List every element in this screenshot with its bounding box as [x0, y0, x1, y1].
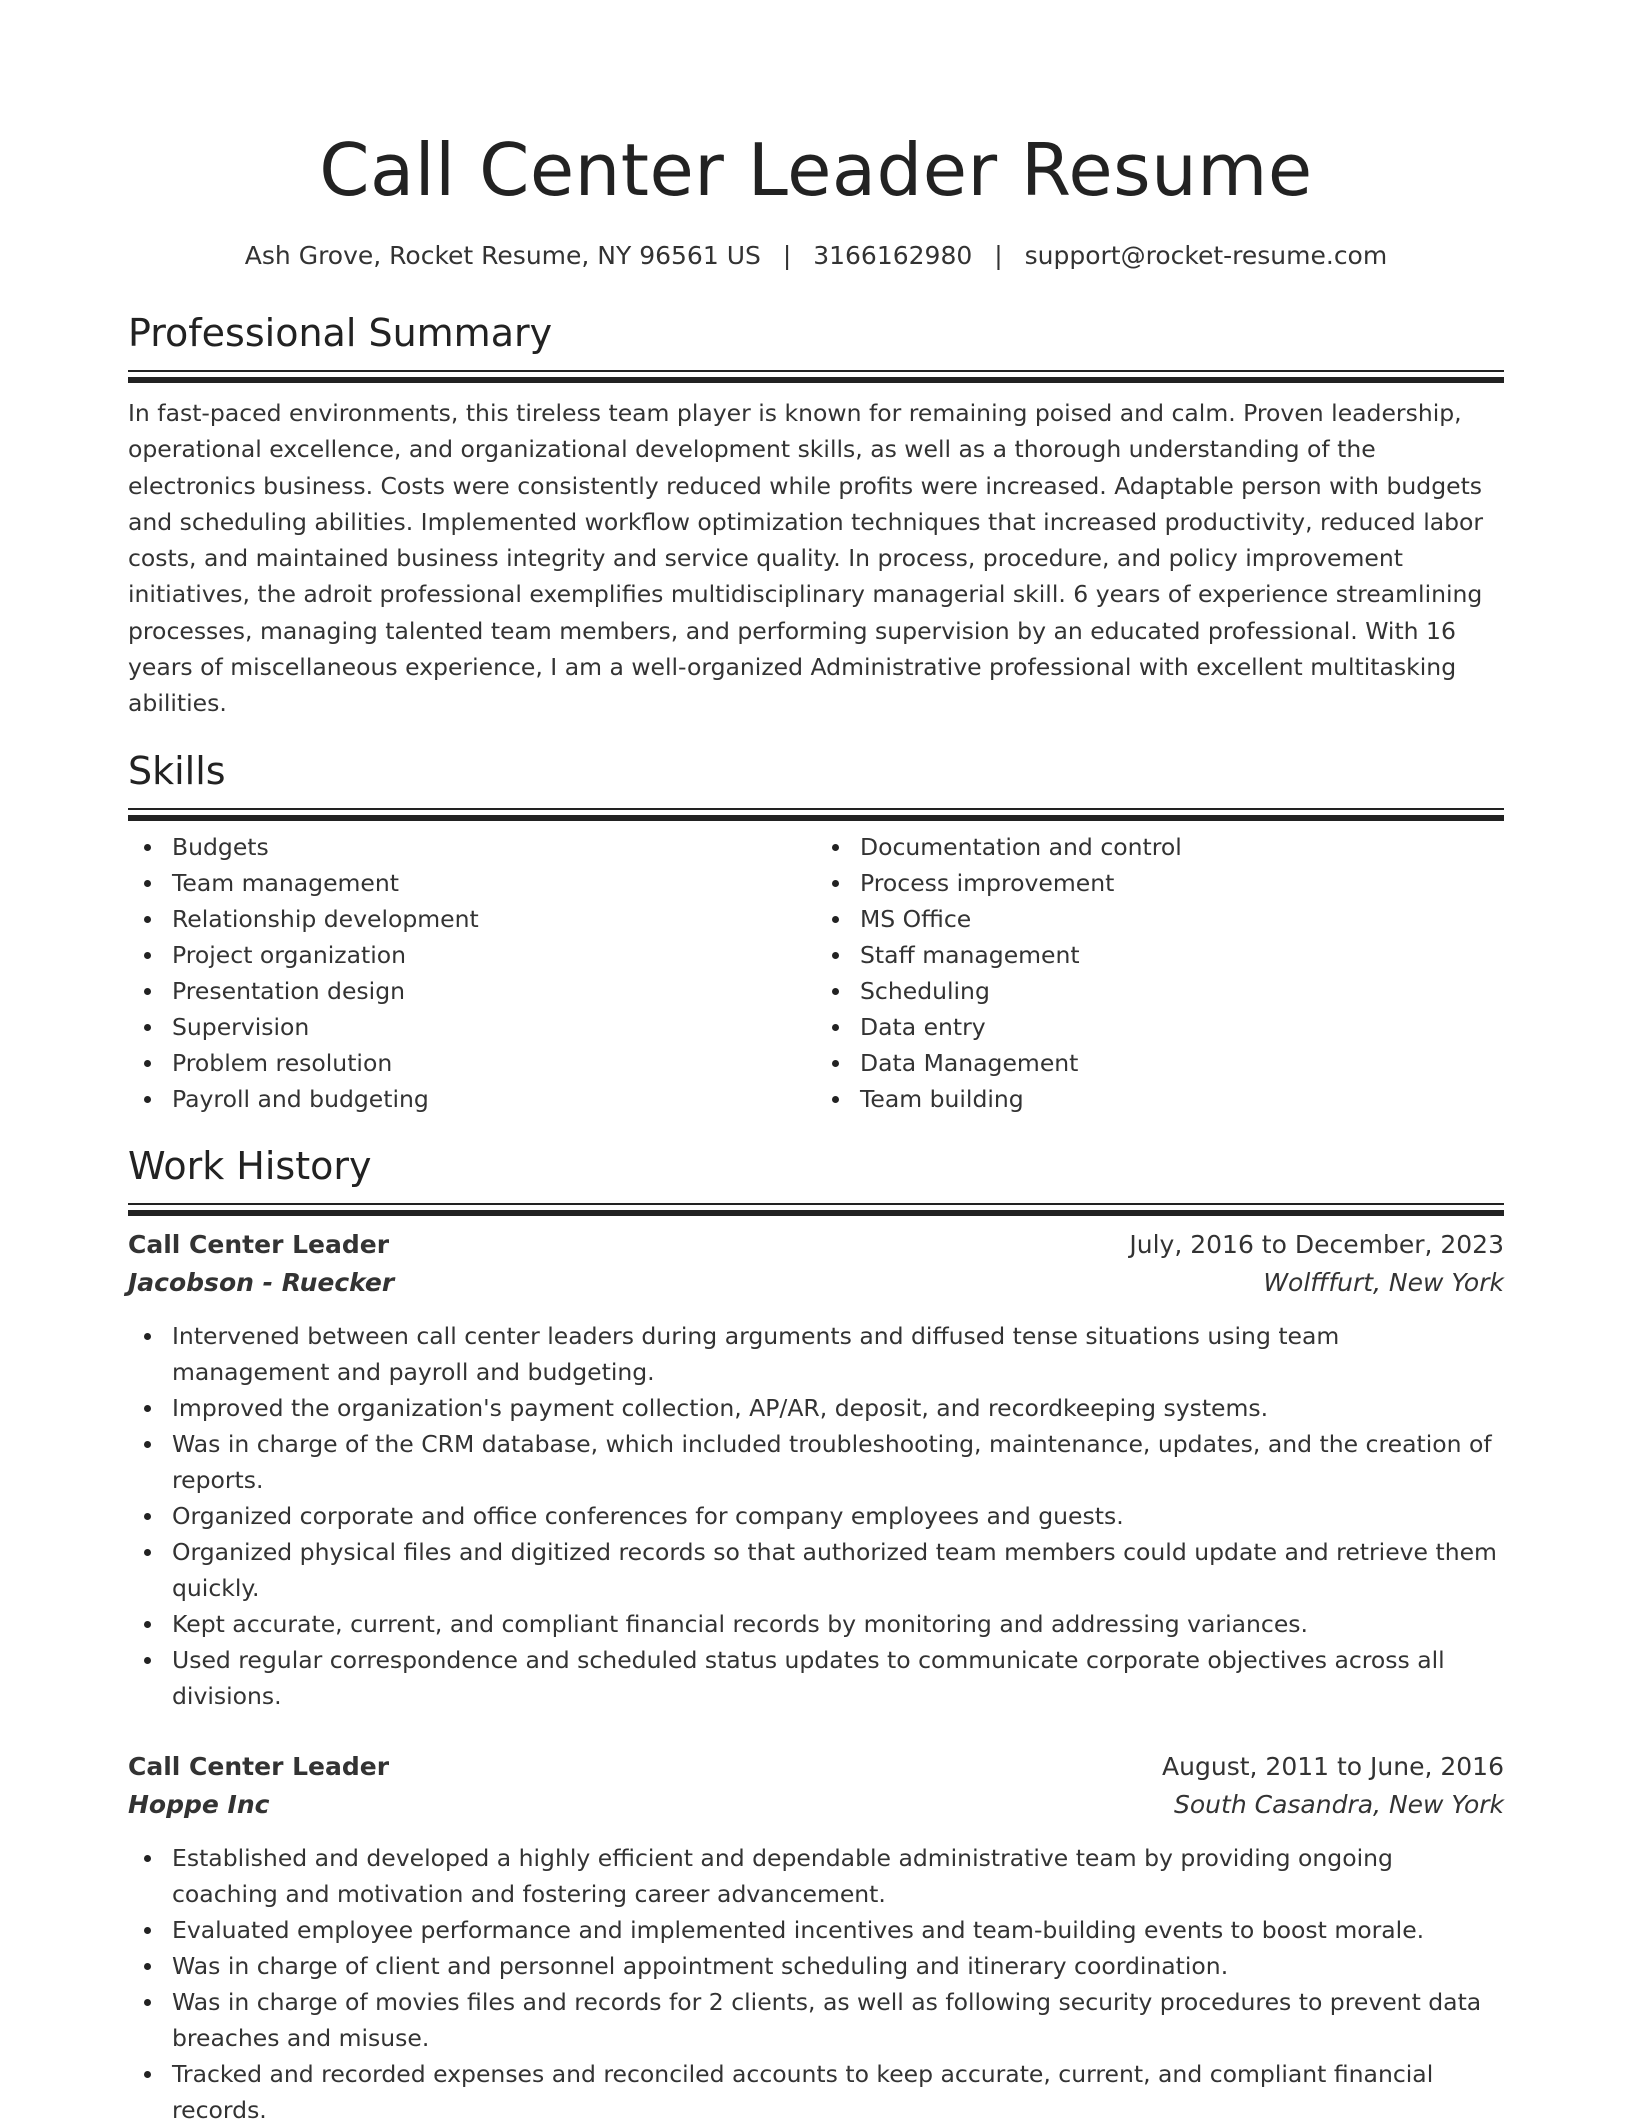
- skills-columns: [128, 829, 1504, 1117]
- section-divider: [128, 808, 1504, 815]
- skill-item: Payroll and budgeting: [128, 1081, 816, 1117]
- skill-item: Team building: [816, 1081, 1504, 1117]
- job-company-row: [128, 1264, 1504, 1302]
- skills-right-column: [816, 829, 1504, 1117]
- contact-separator: |: [782, 241, 792, 270]
- job-bullet: Organized physical files and digitized records so that authorized team members could update and retrieve them quickly.: [128, 1534, 1504, 1606]
- job-bullets: [128, 1318, 1504, 1714]
- skills-section: [128, 746, 1504, 1117]
- summary-heading: Professional Summary: [128, 311, 553, 355]
- job-bullet: Kept accurate, current, and compliant financial records by monitoring and addressing variances.: [128, 1606, 1504, 1642]
- summary-section: [128, 308, 1504, 722]
- skills-heading: Skills: [128, 748, 226, 793]
- section-divider: [128, 370, 1504, 377]
- skill-item: Relationship development: [128, 901, 816, 937]
- job-title: Call Center Leader: [128, 1229, 390, 1259]
- skills-left-column: [128, 829, 816, 1117]
- summary-text: In fast-paced environments, this tireless team player is known for remaining poised and calm. Proven leadership, operational excellence, and organizational development skills, as well as a thorough understanding of the electronics business. Costs were consistently reduced while profits were increased. Adaptable person with budgets and scheduling abilities. Implemented workflow optimization techniques that increased productivity, reduced labor costs, and maintained business integrity and service quality. In process, procedure, and policy improvement initiatives, the adroit professional exemplifies multidisciplinary managerial skill. 6 years of experience streamlining processes, managing talented team members, and performing supervision by an educated professional. With 16 years of miscellaneous experience, I am a well-organized Administrative professional with excellent multitasking abilities.: [128, 399, 1484, 718]
- job-location: Wolfffurt, New York: [1263, 1267, 1504, 1297]
- skill-item: Team management: [128, 865, 816, 901]
- job-bullets: [128, 1840, 1504, 2128]
- contact-separator: |: [994, 241, 1003, 270]
- resume-title: Call Center Leader Resume: [319, 128, 1313, 212]
- job-company-row: [128, 1786, 1504, 1824]
- job-dates: July, 2016 to December, 2023: [1129, 1229, 1504, 1259]
- job-location: South Casandra, New York: [1174, 1789, 1504, 1819]
- job-entry: [128, 1748, 1504, 2128]
- section-divider: [128, 1203, 1504, 1210]
- job-bullet: Intervened between call center leaders during arguments and diffused tense situations using team management and payroll and budgeting.: [128, 1318, 1504, 1390]
- skill-item: Data Management: [816, 1045, 1504, 1081]
- job-entry: [128, 1226, 1504, 1714]
- skill-item: Presentation design: [128, 973, 816, 1009]
- skill-item: Staff management: [816, 937, 1504, 973]
- skill-item: Problem resolution: [128, 1045, 816, 1081]
- contact-address: Ash Grove, Rocket Resume, NY 96561 US: [244, 241, 761, 270]
- skill-item: Scheduling: [816, 973, 1504, 1009]
- job-bullet: Tracked and recorded expenses and reconciled accounts to keep accurate, current, and compliant financial records.: [128, 2056, 1504, 2128]
- job-bullet: Was in charge of movies files and records for 2 clients, as well as following security procedures to prevent data breaches and misuse.: [128, 1984, 1504, 2056]
- skill-item: Process improvement: [816, 865, 1504, 901]
- work-history-heading: Work History: [128, 1143, 372, 1188]
- job-bullet: Was in charge of client and personnel appointment scheduling and itinerary coordination.: [128, 1948, 1504, 1984]
- skill-item: Budgets: [128, 829, 816, 865]
- skill-item: Data entry: [816, 1009, 1504, 1045]
- skill-item: Documentation and control: [816, 829, 1504, 865]
- job-header-row: [128, 1226, 1504, 1264]
- job-bullet: Used regular correspondence and scheduled status updates to communicate corporate objectives across all divisions.: [128, 1642, 1504, 1714]
- job-title: Call Center Leader: [128, 1751, 390, 1781]
- jobs-list: [128, 1226, 1504, 2128]
- contact-phone: 3166162980: [813, 241, 973, 270]
- work-history-section: [128, 1141, 1504, 2128]
- skill-item: Project organization: [128, 937, 816, 973]
- job-header-row: [128, 1748, 1504, 1786]
- job-company: Hoppe Inc: [128, 1789, 270, 1819]
- job-dates: August, 2011 to June, 2016: [1162, 1751, 1504, 1781]
- skill-item: MS Office: [816, 901, 1504, 937]
- job-bullet: Established and developed a highly efficient and dependable administrative team by providing ongoing coaching and motivation and fostering career advancement.: [128, 1840, 1504, 1912]
- skill-item: Supervision: [128, 1009, 816, 1045]
- job-bullet: Was in charge of the CRM database, which included troubleshooting, maintenance, updates, and the creation of reports.: [128, 1426, 1504, 1498]
- job-bullet: Improved the organization's payment collection, AP/AR, deposit, and recordkeeping systems.: [128, 1390, 1504, 1426]
- job-company: Jacobson - Ruecker: [128, 1267, 395, 1297]
- contact-email: support@rocket-resume.com: [1024, 241, 1388, 270]
- job-bullet: Evaluated employee performance and implemented incentives and team-building events to boost morale.: [128, 1912, 1504, 1948]
- contact-line: [128, 238, 1504, 274]
- job-bullet: Organized corporate and office conferences for company employees and guests.: [128, 1498, 1504, 1534]
